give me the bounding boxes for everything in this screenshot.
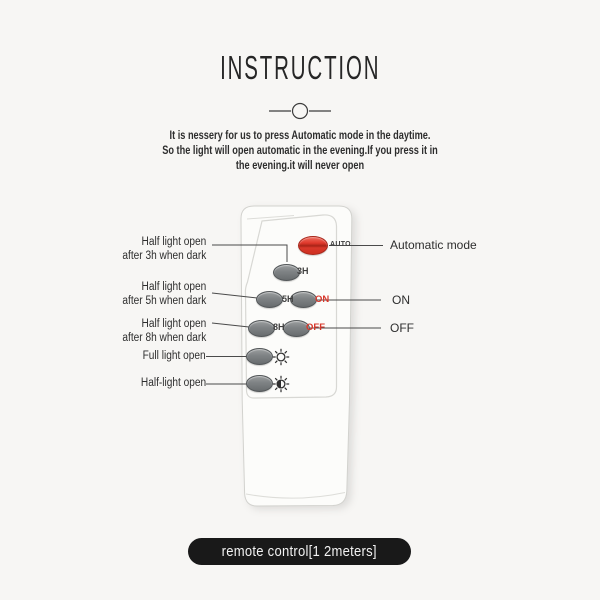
callout-half-light [141, 377, 206, 391]
callout-half-light-line1: Half-light open [140, 377, 206, 389]
8h-button-label: 8H [273, 322, 285, 332]
3h-button[interactable] [273, 264, 300, 281]
intro-line-2: So the light will open automatic in the evening.If you press it in [162, 145, 438, 157]
callout-3h-line1: Half light open [141, 236, 206, 248]
intro-line-3: the evening.it will never open [235, 160, 365, 172]
3h-button-label: 3H [297, 266, 309, 276]
callout-8h-line1: Half light open [141, 318, 206, 330]
callout-3h [122, 236, 206, 263]
on-button-label: ON [315, 294, 330, 305]
callout-off: OFF [390, 321, 414, 335]
page-title-text: INSTRUCTION [219, 49, 381, 86]
remote-range-badge [188, 538, 411, 565]
off-button-label: OFF [306, 322, 325, 333]
callout-3h-line2: after 3h when dark [122, 249, 206, 262]
half-light-button[interactable] [246, 375, 273, 392]
half-sun-icon [273, 376, 289, 392]
5h-button[interactable] [256, 291, 283, 308]
callout-full-light-line1: Full light open [142, 350, 206, 362]
5h-button-label: 5H [282, 294, 294, 304]
callout-5h-line2: after 5h when dark [122, 294, 206, 307]
callout-5h-line1: Half light open [141, 281, 206, 293]
callout-full-light [143, 350, 206, 364]
auto-button[interactable] [298, 236, 328, 255]
full-light-button[interactable] [246, 348, 273, 365]
callout-5h [122, 281, 206, 308]
callout-8h-line2: after 8h when dark [122, 331, 206, 344]
on-button[interactable] [290, 291, 317, 308]
callout-8h [122, 318, 206, 345]
auto-button-label: AUTO [330, 241, 351, 248]
callout-on: ON [392, 293, 410, 307]
8h-button[interactable] [248, 320, 275, 337]
callout-automatic-mode: Automatic mode [390, 238, 477, 252]
remote-range-badge-label: remote control[1 2meters] [221, 543, 378, 560]
intro-line-1: It is nessery for us to press Automatic mode in the daytime. [169, 130, 431, 142]
